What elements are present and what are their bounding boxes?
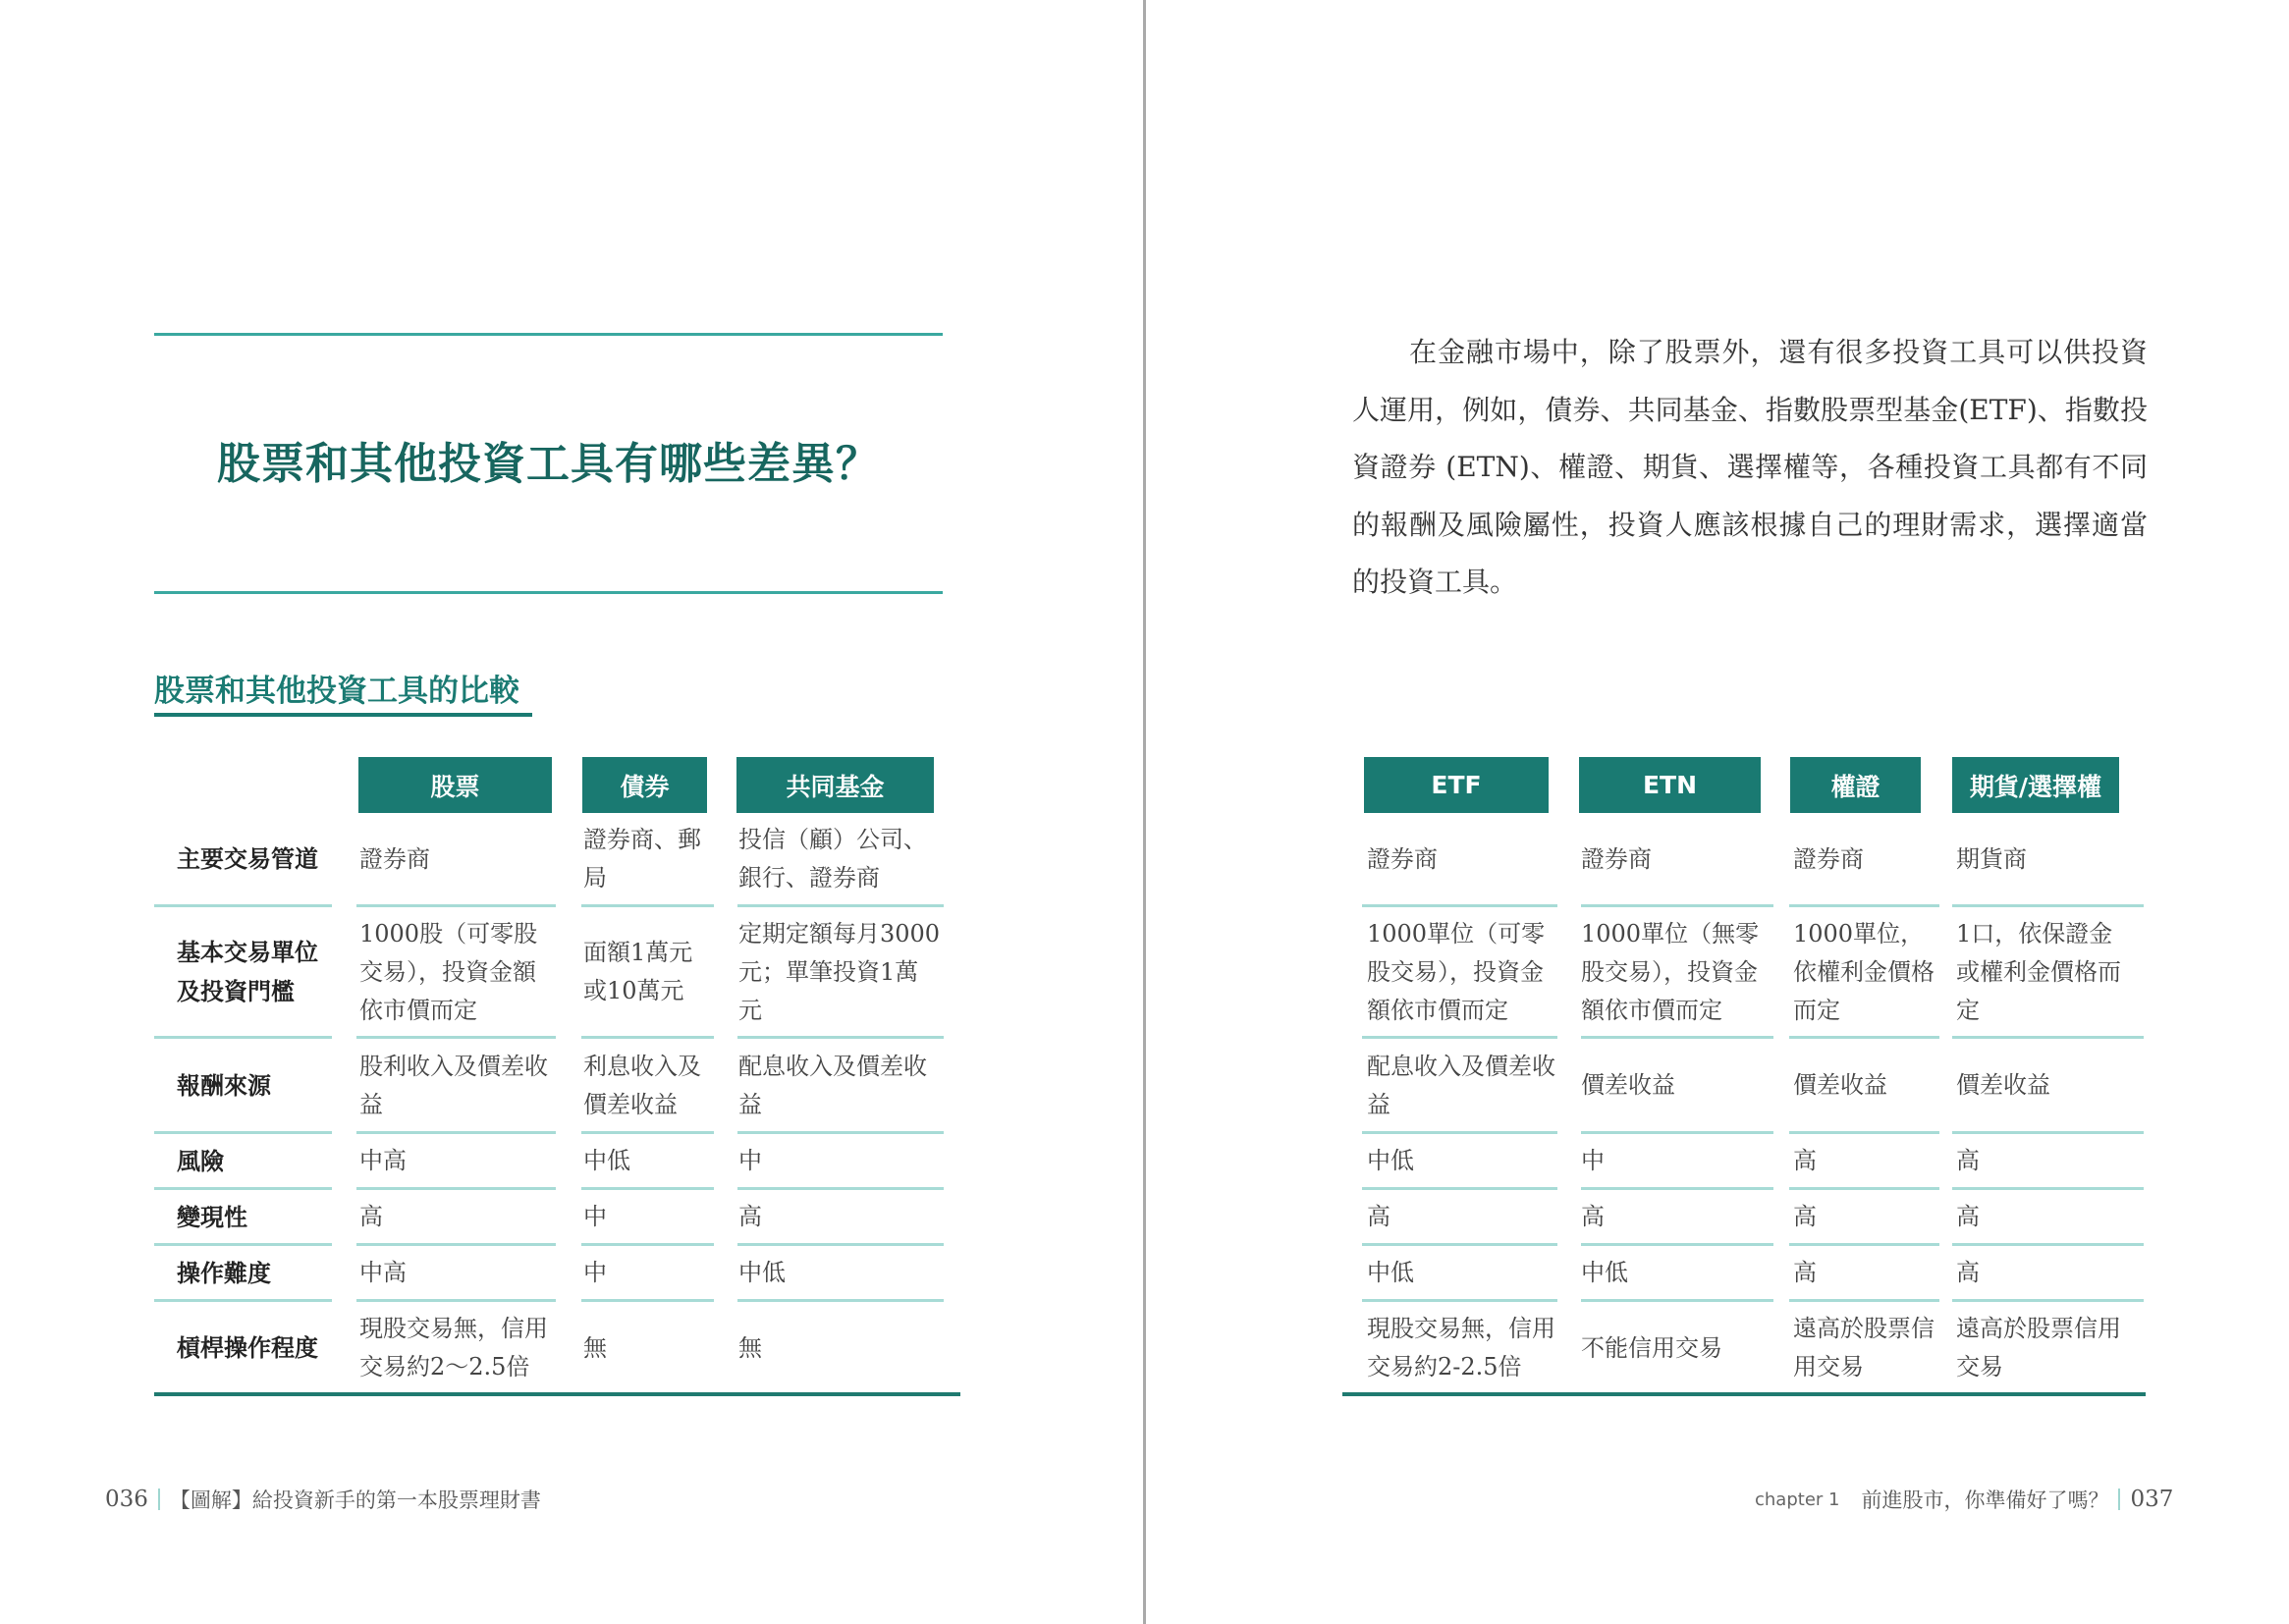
column-header-mutual-fund: 共同基金	[736, 757, 934, 813]
row-label-return-source: 報酬來源	[177, 1071, 271, 1100]
title-bottom-rule	[154, 591, 943, 594]
column-header-stock: 股票	[358, 757, 552, 813]
row-label-leverage: 槓桿操作程度	[177, 1334, 318, 1362]
table-cell: 股利收入及價差收益	[359, 1052, 548, 1118]
table-cell: 中	[1581, 1147, 1605, 1174]
table-cell: 1000單位，依權利金價格而定	[1793, 919, 1935, 1024]
table-cell: 高	[1581, 1203, 1605, 1230]
table-cell: 中低	[1367, 1259, 1414, 1286]
table-cell: 高	[1956, 1147, 1980, 1174]
table-cell: 中低	[738, 1259, 786, 1286]
row-label-unit-threshold: 基本交易單位及投資門檻	[177, 939, 318, 1005]
table-cell: 1口，依保證金或權利金價格而定	[1956, 919, 2121, 1024]
left-page	[0, 0, 1144, 1624]
column-header-warrant: 權證	[1790, 757, 1921, 813]
title-top-rule	[154, 333, 943, 336]
table-cell: 中高	[359, 1147, 407, 1174]
table-cell: 遠高於股票信用交易	[1956, 1315, 2121, 1380]
table-cell: 1000單位（可零股交易），投資金額依市價而定	[1367, 919, 1546, 1024]
table-cell: 配息收入及價差收益	[738, 1052, 927, 1118]
table-cell: 中	[583, 1259, 607, 1286]
table-cell: 現股交易無，信用交易約2-2.5倍	[1367, 1315, 1555, 1380]
page-number: 037	[2130, 1487, 2174, 1512]
table-cell: 1000單位（無零股交易），投資金額依市價而定	[1581, 919, 1760, 1024]
table-cell: 期貨商	[1956, 844, 2027, 873]
table-cell: 投信（顧）公司、銀行、證券商	[738, 826, 927, 892]
table-cell: 高	[1956, 1259, 1980, 1286]
table-cell: 證券商	[1793, 844, 1864, 873]
table-cell: 中	[583, 1203, 607, 1230]
table-cell: 面額1萬元或10萬元	[583, 939, 693, 1004]
table-cell: 高	[359, 1203, 383, 1230]
table-cell: 價差收益	[1581, 1071, 1675, 1099]
table-cell: 價差收益	[1956, 1071, 2050, 1099]
table-cell: 遠高於股票信用交易	[1793, 1315, 1935, 1380]
row-label-risk: 風險	[177, 1147, 224, 1175]
table-cell: 高	[1956, 1203, 1980, 1230]
table-cell: 中低	[583, 1147, 630, 1174]
table-cell: 無	[583, 1333, 607, 1362]
table-cell: 高	[1793, 1147, 1817, 1174]
left-footer	[105, 1485, 541, 1514]
table-cell: 證券商、郵局	[583, 826, 701, 892]
table-cell: 價差收益	[1793, 1071, 1887, 1099]
column-header-bond: 債券	[582, 757, 707, 813]
row-label-channel: 主要交易管道	[177, 845, 318, 873]
table-cell: 證券商	[359, 844, 430, 873]
table-title: 股票和其他投資工具的比較	[154, 674, 519, 709]
table-cell: 1000股（可零股交易），投資金額依市價而定	[359, 919, 538, 1024]
column-header-futures-options: 期貨/選擇權	[1952, 757, 2119, 813]
right-footer	[1755, 1485, 2173, 1514]
table-cell: 高	[1367, 1203, 1390, 1230]
table-cell: 中高	[359, 1259, 407, 1286]
table-cell: 中低	[1367, 1147, 1414, 1174]
table-cell: 不能信用交易	[1581, 1333, 1722, 1362]
page-title: 股票和其他投資工具有哪些差異？	[217, 439, 880, 489]
row-label-liquidity: 變現性	[177, 1203, 247, 1231]
footer-separator	[2118, 1489, 2120, 1510]
table-cell: 高	[1793, 1203, 1817, 1230]
chapter-label: chapter 1	[1755, 1489, 1840, 1510]
chapter-title: 前進股市，你準備好了嗎？	[1861, 1489, 2109, 1512]
intro-paragraph: 在金融市場中，除了股票外，還有很多投資工具可以供投資人運用，例如，債券、共同基金、指數股票型基金(ETF)、指數投資證券 (ETN)、權證、期貨、選擇權等，各種投資工具都有不同的報酬及風險屬性，投資人應該根據自己的理財需求，選擇適當的投資工具。	[1352, 336, 2148, 598]
left-table-bottom-rule	[154, 1392, 960, 1396]
table-cell: 中低	[1581, 1259, 1628, 1286]
column-header-etn: ETN	[1579, 757, 1761, 813]
table-cell: 現股交易無，信用交易約2～2.5倍	[359, 1315, 548, 1380]
table-cell: 配息收入及價差收益	[1367, 1052, 1555, 1118]
table-cell: 利息收入及價差收益	[583, 1052, 701, 1118]
row-label-difficulty: 操作難度	[177, 1259, 271, 1287]
table-cell: 定期定額每月3000元；單筆投資1萬元	[738, 919, 941, 1024]
footer-separator	[158, 1489, 160, 1510]
table-cell: 無	[738, 1333, 762, 1362]
table-cell: 高	[738, 1203, 762, 1230]
table-title-underline	[154, 713, 532, 717]
table-cell: 證券商	[1367, 844, 1438, 873]
table-cell: 中	[738, 1147, 762, 1174]
column-header-etf: ETF	[1364, 757, 1549, 813]
table-cell: 高	[1793, 1259, 1817, 1286]
page-number: 036	[105, 1487, 148, 1512]
table-cell: 證券商	[1581, 844, 1652, 873]
book-title: 【圖解】給投資新手的第一本股票理財書	[169, 1489, 541, 1512]
right-table-bottom-rule	[1342, 1392, 2146, 1396]
